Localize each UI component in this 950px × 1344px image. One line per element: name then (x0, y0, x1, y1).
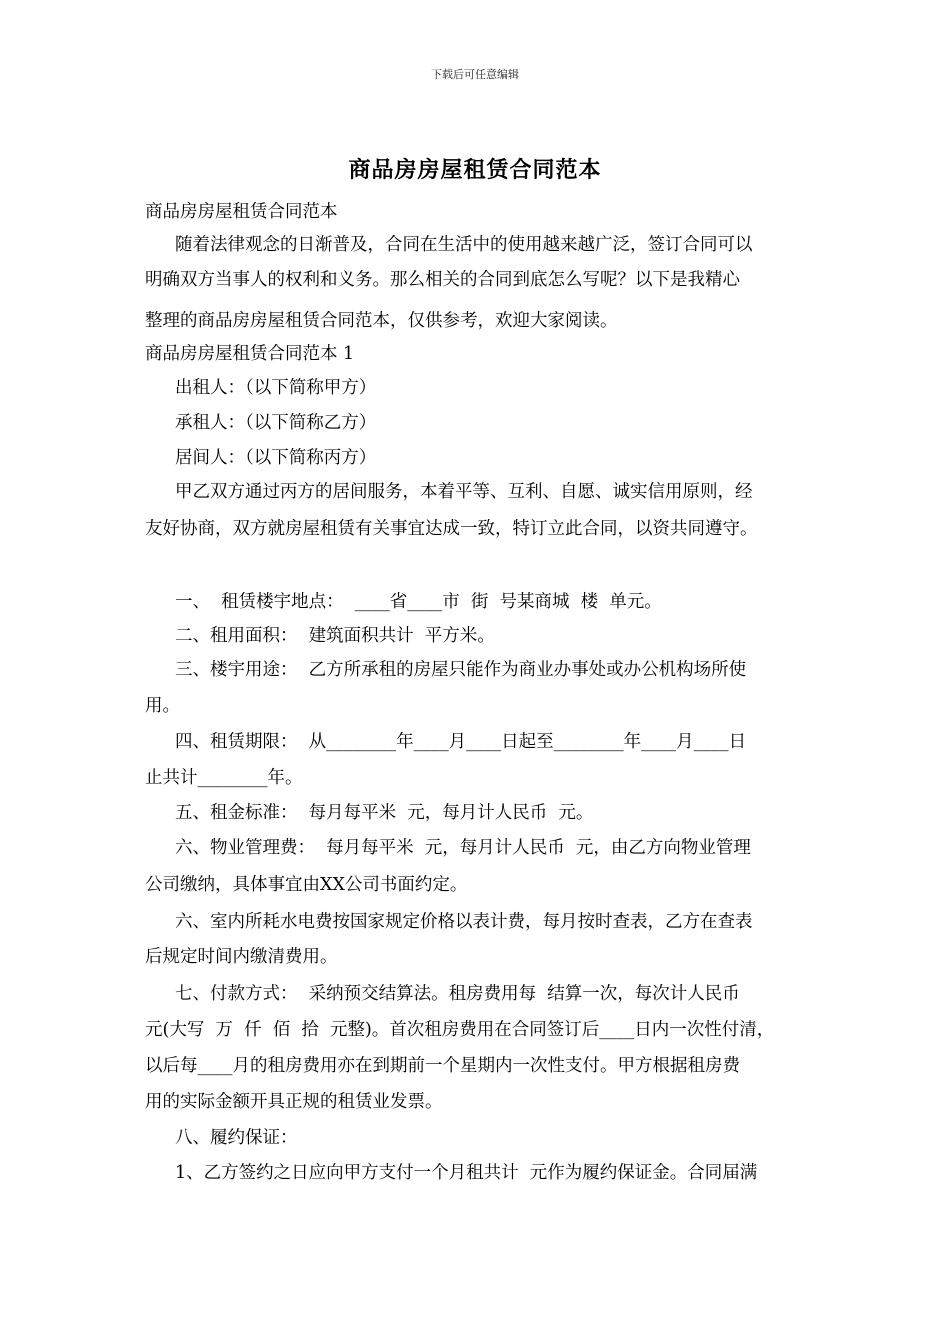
paragraph-line: 七、付款方式： 采纳预交结算法。租房费用每 结算一次，每次计人民币 (175, 984, 740, 1004)
paragraph-line: 友好协商，双方就房屋租赁有关事宜达成一致，特订立此合同，以资共同遵守。 (145, 519, 758, 539)
paragraph-line: 随着法律观念的日渐普及，合同在生活中的使用越来越广泛，签订合同可以 (175, 235, 753, 255)
paragraph-line: 出租人：（以下简称甲方） (175, 378, 377, 398)
paragraph-line: 五、租金标准： 每月每平米 元，每月计人民币 元。 (175, 803, 594, 823)
paragraph-line: 商品房房屋租赁合同范本 1 (145, 344, 355, 364)
paragraph-line: 整理的商品房房屋租赁合同范本，仅供参考，欢迎大家阅读。 (145, 311, 618, 331)
paragraph-line: 一、 租赁楼宇地点： ____省____市 街 号某商城 楼 单元。 (175, 592, 662, 612)
paragraph-line: 明确双方当事人的权利和义务。那么相关的合同到底怎么写呢？以下是我精心 (145, 270, 740, 290)
paragraph-line: 公司缴纳，具体事宜由XX公司书面约定。 (145, 875, 468, 895)
paragraph-line: 六、室内所耗水电费按国家规定价格以表计费，每月按时查表，乙方在查表 (175, 912, 753, 932)
paragraph-line: 以后每____月的租房费用亦在到期前一个星期内一次性支付。甲方根据租房费 (145, 1056, 740, 1076)
paragraph-line: 商品房房屋租赁合同范本 (145, 202, 338, 222)
document-title: 商品房房屋租赁合同范本 (348, 157, 602, 183)
paragraph-line: 用。 (145, 696, 180, 716)
paragraph-line: 止共计________年。 (145, 768, 303, 788)
paragraph-line: 元(大写 万 仟 佰 拾 元整)。首次租房费用在合同签订后____日内一次性付清， (145, 1020, 775, 1040)
paragraph-line: 三、楼宇用途： 乙方所承租的房屋只能作为商业办事处或办公机构场所使 (175, 660, 747, 680)
paragraph-line: 四、租赁期限： 从________年____月____日起至________年____月____日 (175, 732, 747, 752)
header-note: 下载后可任意编辑 (431, 68, 519, 81)
paragraph-line: 后规定时间内缴清费用。 (145, 947, 338, 967)
paragraph-line: 1、乙方签约之日应向甲方支付一个月租共计 元作为履约保证金。合同届满 (175, 1163, 758, 1183)
paragraph-line: 承租人：（以下简称乙方） (175, 413, 377, 433)
paragraph-line: 甲乙双方通过丙方的居间服务，本着平等、互利、自愿、诚实信用原则，经 (175, 482, 753, 502)
paragraph-line: 居间人：（以下简称丙方） (175, 448, 377, 468)
paragraph-line: 六、物业管理费： 每月每平米 元，每月计人民币 元，由乙方向物业管理 (175, 838, 751, 858)
paragraph-line: 用的实际金额开具正规的租赁业发票。 (145, 1092, 443, 1112)
paragraph-line: 二、租用面积： 建筑面积共计 平方米。 (175, 626, 495, 646)
paragraph-line: 八、履约保证： (175, 1128, 298, 1148)
